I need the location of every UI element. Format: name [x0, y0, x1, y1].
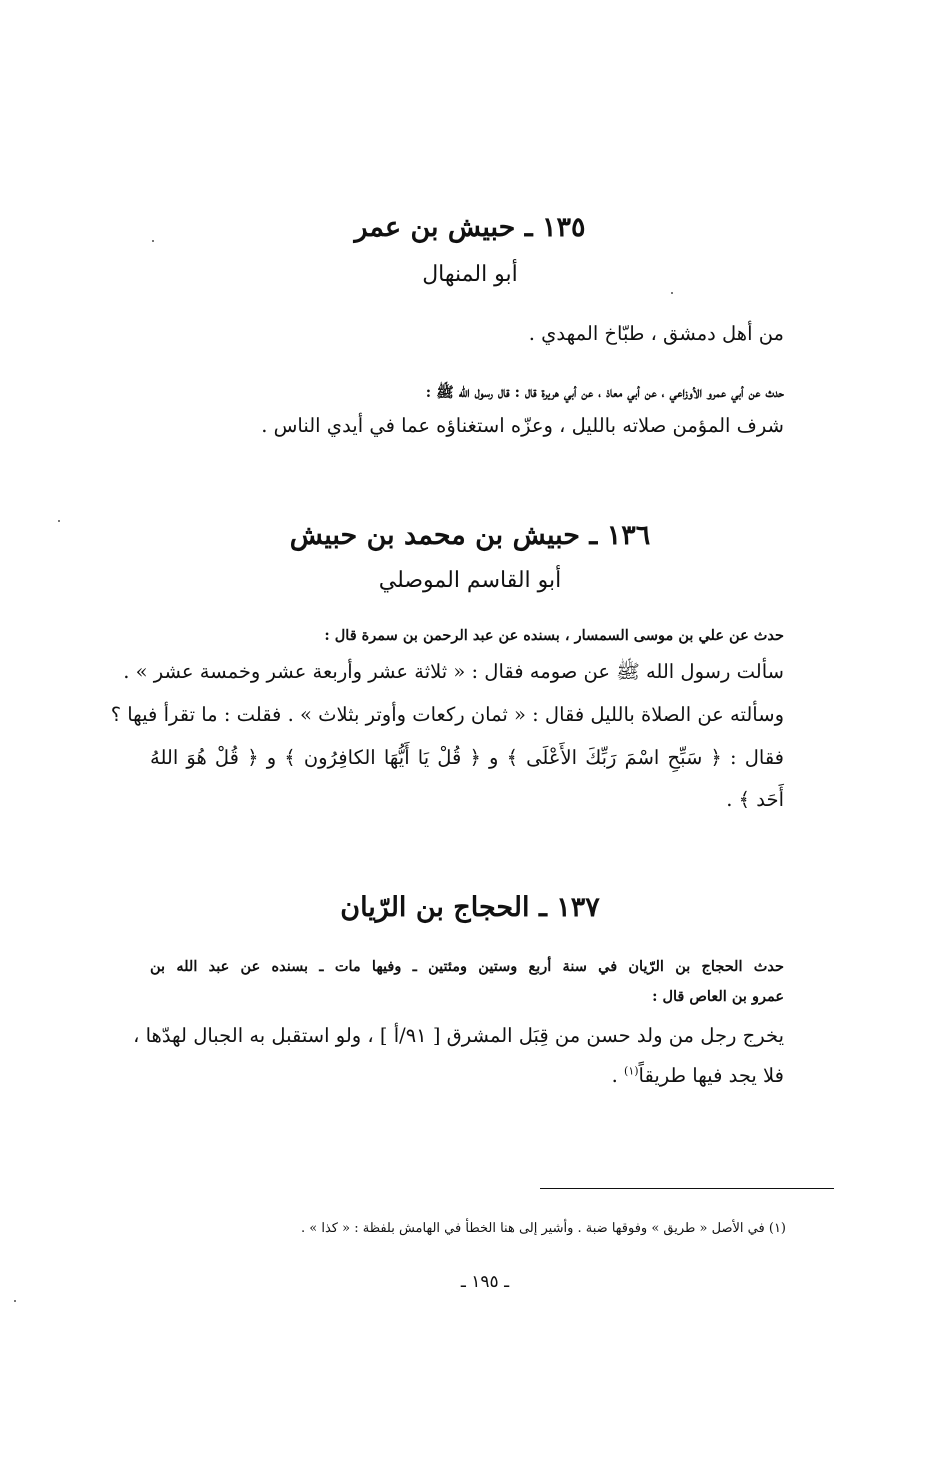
- entry-137-title: ١٣٧ ـ الحجاج بن الرّيان: [340, 892, 600, 923]
- entry-137-matn-end: .: [611, 1064, 625, 1087]
- entry-135-isnad: حدث عن أبي عمرو الأوزاعي ، عن أبي معاذ ، عن أبي هريرة قال : قال رسول الله ﷺ :: [425, 384, 784, 401]
- entry-135-kunya: أبو المنهال: [422, 262, 518, 287]
- entry-137-matn-text: فلا يجد فيها طريقاً: [638, 1064, 784, 1087]
- footnote-reference[interactable]: (١): [624, 1064, 639, 1078]
- entry-136-kunya: أبو القاسم الموصلي: [378, 568, 562, 593]
- entry-137-matn-line-1: يخرج رجل من ولد حسن من قِبَل المشرق [ ٩١/أ ] ، ولو استقبل به الجبال لهدّها ،: [133, 1024, 784, 1047]
- scan-speck: [152, 240, 154, 242]
- footnote-separator: [540, 1188, 834, 1189]
- entry-135-matn: شرف المؤمن صلاته بالليل ، وعزّه استغناؤه عما في أيدي الناس .: [261, 414, 784, 437]
- entry-136-matn-line-2: وسألته عن الصلاة بالليل فقال : « ثمان ركعات وأوتر بثلاث » . فقلت : ما تقرأ فيها ؟: [110, 703, 784, 726]
- entry-135-intro: من أهل دمشق ، طبّاخ المهدي .: [528, 322, 784, 345]
- entry-137-matn-line-2: [612, 1064, 784, 1087]
- entry-137-isnad-line-1: حدث الحجاج بن الرّيان في سنة أربع وستين ومئتين ـ وفيها مات ـ بسنده عن عبد الله بن: [150, 958, 784, 975]
- entry-136-matn-line-3: فقال : ﴿ سَبِّحِ اسْمَ رَبِّكَ الأَعْلَى ﴾ و ﴿ قُلْ يَا أَيُّهَا الكافِرُون ﴾ و ﴿ قُلْ هُوَ اللهُ: [150, 746, 784, 769]
- scan-speck: [671, 292, 673, 294]
- scan-speck: [14, 1300, 16, 1302]
- entry-136-title: ١٣٦ ـ حبيش بن محمد بن حبيش: [289, 520, 651, 551]
- entry-136-isnad: حدث عن علي بن موسى السمسار ، بسنده عن عبد الرحمن بن سمرة قال :: [324, 627, 784, 644]
- entry-136-matn-line-1: سألت رسول الله ﷺ عن صومه فقال : « ثلاثة عشر وأربعة عشر وخمسة عشر » .: [123, 660, 784, 683]
- entry-136-matn-line-4: أَحَد ﴾ .: [726, 788, 784, 811]
- footnote-1: (١) في الأصل « طريق » وفوقها ضبة . وأشير إلى هنا الخطأ في الهامش بلفظة : « كذا » .: [301, 1221, 786, 1236]
- page-number: ـ ١٩٥ ـ: [460, 1272, 510, 1292]
- entry-135-title: ١٣٥ ـ حبيش بن عمر: [354, 212, 586, 243]
- entry-137-isnad-line-2: عمرو بن العاص قال :: [652, 988, 784, 1005]
- scan-speck: [58, 520, 60, 522]
